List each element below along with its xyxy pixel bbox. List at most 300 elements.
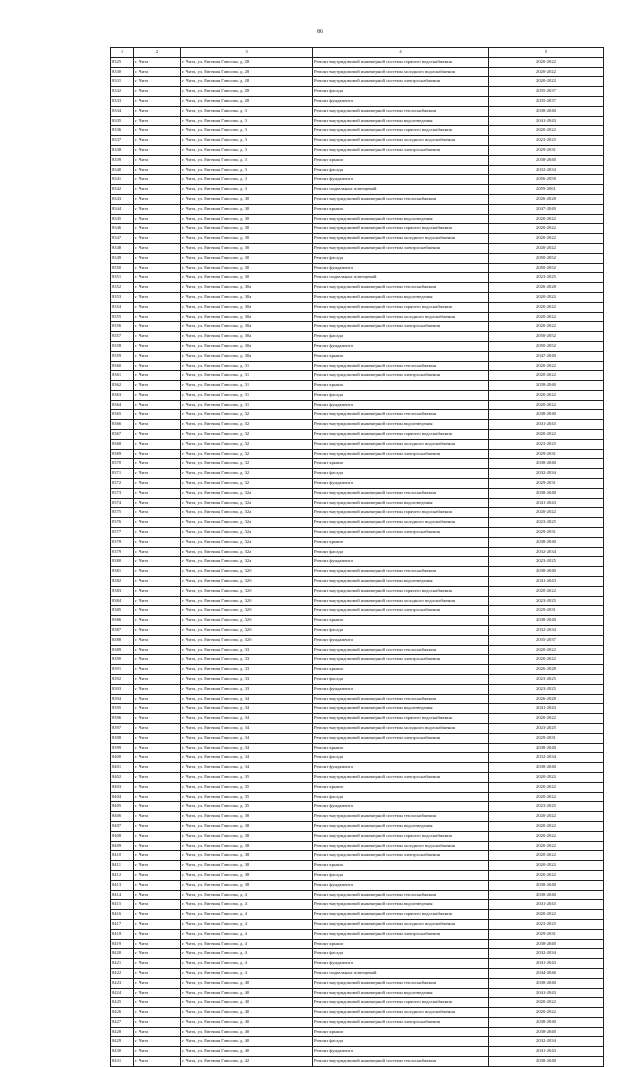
municipality: г. Чита — [134, 929, 181, 939]
municipality: г. Чита — [134, 136, 181, 146]
row-number: 8364 — [111, 400, 134, 410]
address: г. Чита, ул. Евгения Гаюсова, д. 34 — [181, 704, 313, 714]
address: г. Чита, ул. Евгения Гаюсова, д. 3 — [181, 136, 313, 146]
work-type: Ремонт внутридомовой инженерной системы горячего водоснабжения — [313, 998, 489, 1008]
table-row — [111, 106, 604, 116]
municipality: г. Чита — [134, 96, 181, 106]
work-type: Ремонт подвальных помещений — [313, 273, 489, 283]
period: 2020-2022 — [489, 292, 604, 302]
table-row — [111, 910, 604, 920]
row-number: 8380 — [111, 557, 134, 567]
address: г. Чита, ул. Евгения Гаюсова, д. 28 — [181, 57, 313, 67]
period: 2023-2025 — [489, 518, 604, 528]
period: 2035-2037 — [489, 635, 604, 645]
period: 2020-2022 — [489, 714, 604, 724]
row-number: 8414 — [111, 890, 134, 900]
address: г. Чита, ул. Евгения Гаюсова, д. 4 — [181, 959, 313, 969]
page-number: 86 — [317, 29, 323, 35]
row-number: 8354 — [111, 302, 134, 312]
address: г. Чита, ул. Евгения Гаюсова, д. 3 — [181, 185, 313, 195]
municipality: г. Чита — [134, 243, 181, 253]
address: г. Чита, ул. Евгения Гаюсова, д. 30а — [181, 283, 313, 293]
work-type: Ремонт внутридомовой инженерной системы теплоснабжения — [313, 567, 489, 577]
address: г. Чита, ул. Евгения Гаюсова, д. 38 — [181, 821, 313, 831]
row-number: 8337 — [111, 136, 134, 146]
address: г. Чита, ул. Евгения Гаюсова, д. 32 — [181, 420, 313, 430]
address: г. Чита, ул. Евгения Гаюсова, д. 30 — [181, 263, 313, 273]
work-type: Ремонт внутридомовой инженерной системы электроснабжения — [313, 322, 489, 332]
municipality: г. Чита — [134, 665, 181, 675]
table-row — [111, 420, 604, 430]
municipality: г. Чита — [134, 449, 181, 459]
work-type: Ремонт внутридомовой инженерной системы электроснабжения — [313, 851, 489, 861]
work-type: Ремонт внутридомовой инженерной системы холодного водоснабжения — [313, 841, 489, 851]
table-row — [111, 596, 604, 606]
table-row — [111, 126, 604, 136]
work-type: Ремонт внутридомовой инженерной системы холодного водоснабжения — [313, 919, 489, 929]
municipality: г. Чита — [134, 116, 181, 126]
work-type: Ремонт внутридомовой инженерной системы теплоснабжения — [313, 283, 489, 293]
period: 2041-2043 — [489, 900, 604, 910]
work-type: Ремонт фундамента — [313, 400, 489, 410]
work-type: Ремонт внутридомовой инженерной системы электроснабжения — [313, 449, 489, 459]
municipality: г. Чита — [134, 841, 181, 851]
row-number: 8392 — [111, 675, 134, 685]
row-number: 8382 — [111, 577, 134, 587]
table-row — [111, 96, 604, 106]
address: г. Чита, ул. Евгения Гаюсова, д. 4 — [181, 890, 313, 900]
address: г. Чита, ул. Евгения Гаюсова, д. 30а — [181, 292, 313, 302]
row-number: 8389 — [111, 645, 134, 655]
work-type: Ремонт фундамента — [313, 263, 489, 273]
period: 2032-2034 — [489, 753, 604, 763]
table-row — [111, 557, 604, 567]
municipality: г. Чита — [134, 175, 181, 185]
table-row — [111, 675, 604, 685]
municipality: г. Чита — [134, 77, 181, 87]
row-number: 8366 — [111, 420, 134, 430]
work-type: Ремонт внутридомовой инженерной системы холодного водоснабжения — [313, 67, 489, 77]
work-type: Ремонт крыши — [313, 459, 489, 469]
work-type: Ремонт внутридомовой инженерной системы теплоснабжения — [313, 978, 489, 988]
municipality: г. Чита — [134, 626, 181, 636]
period: 2056-2058 — [489, 175, 604, 185]
work-type: Ремонт внутридомовой инженерной системы водоотведения — [313, 821, 489, 831]
municipality: г. Чита — [134, 537, 181, 547]
table-row — [111, 616, 604, 626]
row-number: 8355 — [111, 312, 134, 322]
row-number: 8352 — [111, 283, 134, 293]
address: г. Чита, ул. Евгения Гаюсова, д. 32б — [181, 586, 313, 596]
row-number: 8430 — [111, 1047, 134, 1057]
table-row — [111, 145, 604, 155]
row-number: 8398 — [111, 733, 134, 743]
table-row — [111, 586, 604, 596]
row-number: 8425 — [111, 998, 134, 1008]
row-number: 8376 — [111, 518, 134, 528]
work-type: Ремонт внутридомовой инженерной системы теплоснабжения — [313, 488, 489, 498]
table-row — [111, 312, 604, 322]
work-type: Ремонт крыши — [313, 743, 489, 753]
work-type: Ремонт внутридомовой инженерной системы холодного водоснабжения — [313, 1008, 489, 1018]
table-row — [111, 371, 604, 381]
work-type: Ремонт крыши — [313, 155, 489, 165]
work-type: Ремонт фундамента — [313, 763, 489, 773]
municipality: г. Чита — [134, 949, 181, 959]
work-type: Ремонт фасада — [313, 253, 489, 263]
address: г. Чита, ул. Евгения Гаюсова, д. 34 — [181, 694, 313, 704]
table-row — [111, 283, 604, 293]
address: г. Чита, ул. Евгения Гаюсова, д. 32 — [181, 439, 313, 449]
municipality: г. Чита — [134, 292, 181, 302]
address: г. Чита, ул. Евгения Гаюсова, д. 28 — [181, 77, 313, 87]
municipality: г. Чита — [134, 596, 181, 606]
table-row — [111, 626, 604, 636]
address: г. Чита, ул. Евгения Гаюсова, д. 32 — [181, 459, 313, 469]
municipality: г. Чита — [134, 332, 181, 342]
municipality: г. Чита — [134, 792, 181, 802]
municipality: г. Чита — [134, 831, 181, 841]
work-type: Ремонт фундамента — [313, 557, 489, 567]
period: 2023-2025 — [489, 723, 604, 733]
period: 2050-2052 — [489, 332, 604, 342]
address: г. Чита, ул. Евгения Гаюсова, д. 33 — [181, 675, 313, 685]
address: г. Чита, ул. Евгения Гаюсова, д. 28 — [181, 96, 313, 106]
table-row — [111, 449, 604, 459]
period: 2038-2040 — [489, 743, 604, 753]
period: 2023-2025 — [489, 675, 604, 685]
period: 2020-2022 — [489, 243, 604, 253]
work-type: Ремонт фундамента — [313, 479, 489, 489]
work-type: Ремонт внутридомовой инженерной системы холодного водоснабжения — [313, 234, 489, 244]
table-row — [111, 978, 604, 988]
work-type: Ремонт внутридомовой инженерной системы электроснабжения — [313, 655, 489, 665]
period: 2032-2034 — [489, 469, 604, 479]
address: г. Чита, ул. Евгения Гаюсова, д. 4 — [181, 919, 313, 929]
address: г. Чита, ул. Евгения Гаюсова, д. 32б — [181, 626, 313, 636]
work-type: Ремонт внутридомовой инженерной системы теплоснабжения — [313, 1057, 489, 1067]
row-number: 8405 — [111, 802, 134, 812]
municipality: г. Чита — [134, 1017, 181, 1027]
work-type: Ремонт фасада — [313, 390, 489, 400]
address: г. Чита, ул. Евгения Гаюсова, д. 38 — [181, 841, 313, 851]
period: 2020-2022 — [489, 361, 604, 371]
municipality: г. Чита — [134, 224, 181, 234]
municipality: г. Чита — [134, 939, 181, 949]
municipality: г. Чита — [134, 880, 181, 890]
table-row — [111, 528, 604, 538]
address: г. Чита, ул. Евгения Гаюсова, д. 32 — [181, 430, 313, 440]
work-type: Ремонт внутридомовой инженерной системы холодного водоснабжения — [313, 136, 489, 146]
municipality: г. Чита — [134, 410, 181, 420]
work-type: Ремонт внутридомовой инженерной системы теплоснабжения — [313, 812, 489, 822]
row-number: 8353 — [111, 292, 134, 302]
row-number: 8334 — [111, 106, 134, 116]
address: г. Чита, ул. Евгения Гаюсова, д. 32а — [181, 508, 313, 518]
address: г. Чита, ул. Евгения Гаюсова, д. 30а — [181, 332, 313, 342]
address: г. Чита, ул. Евгения Гаюсова, д. 34 — [181, 753, 313, 763]
address: г. Чита, ул. Евгения Гаюсова, д. 4 — [181, 968, 313, 978]
municipality: г. Чита — [134, 694, 181, 704]
table-row — [111, 234, 604, 244]
work-type: Ремонт фундамента — [313, 175, 489, 185]
work-type: Ремонт внутридомовой инженерной системы водоотведения — [313, 577, 489, 587]
work-type: Ремонт фасада — [313, 675, 489, 685]
period: 2041-2043 — [489, 1047, 604, 1057]
table-row — [111, 929, 604, 939]
table-row — [111, 812, 604, 822]
address: г. Чита, ул. Евгения Гаюсова, д. 32б — [181, 635, 313, 645]
municipality: г. Чита — [134, 753, 181, 763]
address: г. Чита, ул. Евгения Гаюсова, д. 34 — [181, 723, 313, 733]
row-number: 8421 — [111, 959, 134, 969]
period: 2041-2043 — [489, 988, 604, 998]
work-type: Ремонт внутридомовой инженерной системы теплоснабжения — [313, 890, 489, 900]
row-number: 8349 — [111, 253, 134, 263]
row-number: 8343 — [111, 194, 134, 204]
row-number: 8419 — [111, 939, 134, 949]
municipality: г. Чита — [134, 322, 181, 332]
municipality: г. Чита — [134, 684, 181, 694]
address: г. Чита, ул. Евгения Гаюсова, д. 3 — [181, 145, 313, 155]
work-type: Ремонт внутридомовой инженерной системы горячего водоснабжения — [313, 57, 489, 67]
period: 2038-2040 — [489, 567, 604, 577]
work-type: Ремонт фасада — [313, 626, 489, 636]
row-number: 8339 — [111, 155, 134, 165]
municipality: г. Чита — [134, 439, 181, 449]
row-number: 8369 — [111, 449, 134, 459]
work-type: Ремонт внутридомовой инженерной системы теплоснабжения — [313, 694, 489, 704]
municipality: г. Чита — [134, 743, 181, 753]
work-type: Ремонт фундамента — [313, 96, 489, 106]
row-number: 8384 — [111, 596, 134, 606]
municipality: г. Чита — [134, 733, 181, 743]
address: г. Чита, ул. Евгения Гаюсова, д. 4 — [181, 910, 313, 920]
row-number: 8407 — [111, 821, 134, 831]
municipality: г. Чита — [134, 812, 181, 822]
table-row — [111, 508, 604, 518]
row-number: 8361 — [111, 371, 134, 381]
row-number: 8365 — [111, 410, 134, 420]
municipality: г. Чита — [134, 567, 181, 577]
table-row — [111, 537, 604, 547]
row-number: 8340 — [111, 165, 134, 175]
address: г. Чита, ул. Евгения Гаюсова, д. 28 — [181, 67, 313, 77]
work-type: Ремонт внутридомовой инженерной системы электроснабжения — [313, 371, 489, 381]
row-number: 8332 — [111, 87, 134, 97]
table-row — [111, 870, 604, 880]
row-number: 8370 — [111, 459, 134, 469]
table-row — [111, 479, 604, 489]
table-row — [111, 782, 604, 792]
work-type: Ремонт крыши — [313, 204, 489, 214]
municipality: г. Чита — [134, 782, 181, 792]
period: 2032-2034 — [489, 949, 604, 959]
row-number: 8374 — [111, 498, 134, 508]
table-row — [111, 821, 604, 831]
period: 2020-2022 — [489, 645, 604, 655]
row-number: 8394 — [111, 694, 134, 704]
address: г. Чита, ул. Евгения Гаюсова, д. 32а — [181, 547, 313, 557]
table-row — [111, 194, 604, 204]
table-row — [111, 861, 604, 871]
table-row — [111, 959, 604, 969]
work-type: Ремонт фундамента — [313, 802, 489, 812]
work-type: Ремонт фундамента — [313, 684, 489, 694]
period: 2041-2043 — [489, 959, 604, 969]
work-type: Ремонт фасада — [313, 949, 489, 959]
table-row — [111, 410, 604, 420]
period: 2020-2022 — [489, 772, 604, 782]
row-number: 8417 — [111, 919, 134, 929]
row-number: 8344 — [111, 204, 134, 214]
municipality: г. Чита — [134, 459, 181, 469]
municipality: г. Чита — [134, 390, 181, 400]
municipality: г. Чита — [134, 988, 181, 998]
row-number: 8427 — [111, 1017, 134, 1027]
address: г. Чита, ул. Евгения Гаюсова, д. 35 — [181, 802, 313, 812]
address: г. Чита, ул. Евгения Гаюсова, д. 40 — [181, 1008, 313, 1018]
table-row — [111, 253, 604, 263]
work-type: Ремонт фундамента — [313, 1047, 489, 1057]
period: 2020-2022 — [489, 430, 604, 440]
municipality: г. Чита — [134, 312, 181, 322]
address: г. Чита, ул. Евгения Гаюсова, д. 32б — [181, 606, 313, 616]
work-type: Ремонт внутридомовой инженерной системы горячего водоснабжения — [313, 126, 489, 136]
work-type: Ремонт внутридомовой инженерной системы теплоснабжения — [313, 410, 489, 420]
table-row — [111, 518, 604, 528]
work-type: Ремонт внутридомовой инженерной системы электроснабжения — [313, 772, 489, 782]
address: г. Чита, ул. Евгения Гаюсова, д. 38 — [181, 831, 313, 841]
table-row — [111, 292, 604, 302]
table-row — [111, 155, 604, 165]
row-number: 8346 — [111, 224, 134, 234]
period: 2038-2040 — [489, 488, 604, 498]
work-type: Ремонт фасада — [313, 165, 489, 175]
period: 2038-2040 — [489, 978, 604, 988]
period: 2038-2040 — [489, 890, 604, 900]
period: 2023-2025 — [489, 919, 604, 929]
municipality: г. Чита — [134, 518, 181, 528]
row-number: 8409 — [111, 841, 134, 851]
municipality: г. Чита — [134, 381, 181, 391]
period: 2059-2061 — [489, 185, 604, 195]
table-row — [111, 214, 604, 224]
row-number: 8424 — [111, 988, 134, 998]
row-number: 8375 — [111, 508, 134, 518]
column-number: 3 — [181, 48, 313, 58]
period: 2020-2022 — [489, 812, 604, 822]
address: г. Чита, ул. Евгения Гаюсова, д. 33 — [181, 684, 313, 694]
row-number: 8379 — [111, 547, 134, 557]
period: 2020-2022 — [489, 67, 604, 77]
table-row — [111, 655, 604, 665]
municipality: г. Чита — [134, 910, 181, 920]
municipality: г. Чита — [134, 557, 181, 567]
address: г. Чита, ул. Евгения Гаюсова, д. 33 — [181, 645, 313, 655]
period: 2023-2025 — [489, 596, 604, 606]
address: г. Чита, ул. Евгения Гаюсова, д. 28 — [181, 87, 313, 97]
row-number: 8416 — [111, 910, 134, 920]
period: 2020-2022 — [489, 400, 604, 410]
period: 2032-2034 — [489, 626, 604, 636]
municipality: г. Чита — [134, 900, 181, 910]
municipality: г. Чита — [134, 547, 181, 557]
work-type: Ремонт фундамента — [313, 959, 489, 969]
work-type: Ремонт внутридомовой инженерной системы теплоснабжения — [313, 194, 489, 204]
table-row — [111, 802, 604, 812]
period: 2020-2022 — [489, 870, 604, 880]
municipality: г. Чита — [134, 772, 181, 782]
municipality: г. Чита — [134, 214, 181, 224]
work-type: Ремонт внутридомовой инженерной системы водоотведения — [313, 498, 489, 508]
address: г. Чита, ул. Евгения Гаюсова, д. 32 — [181, 410, 313, 420]
table-row — [111, 165, 604, 175]
work-type: Ремонт фундамента — [313, 341, 489, 351]
period: 2020-2022 — [489, 821, 604, 831]
table-row — [111, 322, 604, 332]
address: г. Чита, ул. Евгения Гаюсова, д. 38 — [181, 851, 313, 861]
table-row — [111, 606, 604, 616]
period: 2038-2040 — [489, 537, 604, 547]
period: 2020-2022 — [489, 655, 604, 665]
municipality: г. Чита — [134, 616, 181, 626]
work-type: Ремонт внутридомовой инженерной системы электроснабжения — [313, 1017, 489, 1027]
work-type: Ремонт фасада — [313, 1037, 489, 1047]
row-number: 8404 — [111, 792, 134, 802]
municipality: г. Чита — [134, 253, 181, 263]
period: 2020-2022 — [489, 302, 604, 312]
work-type: Ремонт крыши — [313, 861, 489, 871]
work-type: Ремонт внутридомовой инженерной системы холодного водоснабжения — [313, 596, 489, 606]
period: 2044-2046 — [489, 968, 604, 978]
address: г. Чита, ул. Евгения Гаюсова, д. 38 — [181, 870, 313, 880]
municipality: г. Чита — [134, 430, 181, 440]
address: г. Чита, ул. Евгения Гаюсова, д. 30а — [181, 351, 313, 361]
table-row — [111, 763, 604, 773]
work-type: Ремонт внутридомовой инженерной системы электроснабжения — [313, 77, 489, 87]
address: г. Чита, ул. Евгения Гаюсова, д. 3 — [181, 116, 313, 126]
municipality: г. Чита — [134, 635, 181, 645]
table-row — [111, 1047, 604, 1057]
municipality: г. Чита — [134, 57, 181, 67]
municipality: г. Чита — [134, 978, 181, 988]
period: 2029-2031 — [489, 929, 604, 939]
municipality: г. Чита — [134, 145, 181, 155]
municipality: г. Чита — [134, 704, 181, 714]
period: 2020-2022 — [489, 126, 604, 136]
row-number: 8410 — [111, 851, 134, 861]
row-number: 8336 — [111, 126, 134, 136]
address: г. Чита, ул. Евгения Гаюсова, д. 32б — [181, 596, 313, 606]
table-row — [111, 645, 604, 655]
row-number: 8351 — [111, 273, 134, 283]
table-row — [111, 567, 604, 577]
row-number: 8400 — [111, 753, 134, 763]
table-row — [111, 1008, 604, 1018]
address: г. Чита, ул. Евгения Гаюсова, д. 32б — [181, 567, 313, 577]
municipality: г. Чита — [134, 508, 181, 518]
period: 2050-2052 — [489, 341, 604, 351]
period: 2020-2022 — [489, 508, 604, 518]
period: 2020-2022 — [489, 371, 604, 381]
address: г. Чита, ул. Евгения Гаюсова, д. 33 — [181, 665, 313, 675]
work-type: Ремонт внутридомовой инженерной системы теплоснабжения — [313, 106, 489, 116]
address: г. Чита, ул. Евгения Гаюсова, д. 38 — [181, 880, 313, 890]
work-type: Ремонт внутридомовой инженерной системы горячего водоснабжения — [313, 714, 489, 724]
row-number: 8387 — [111, 626, 134, 636]
table-row — [111, 577, 604, 587]
